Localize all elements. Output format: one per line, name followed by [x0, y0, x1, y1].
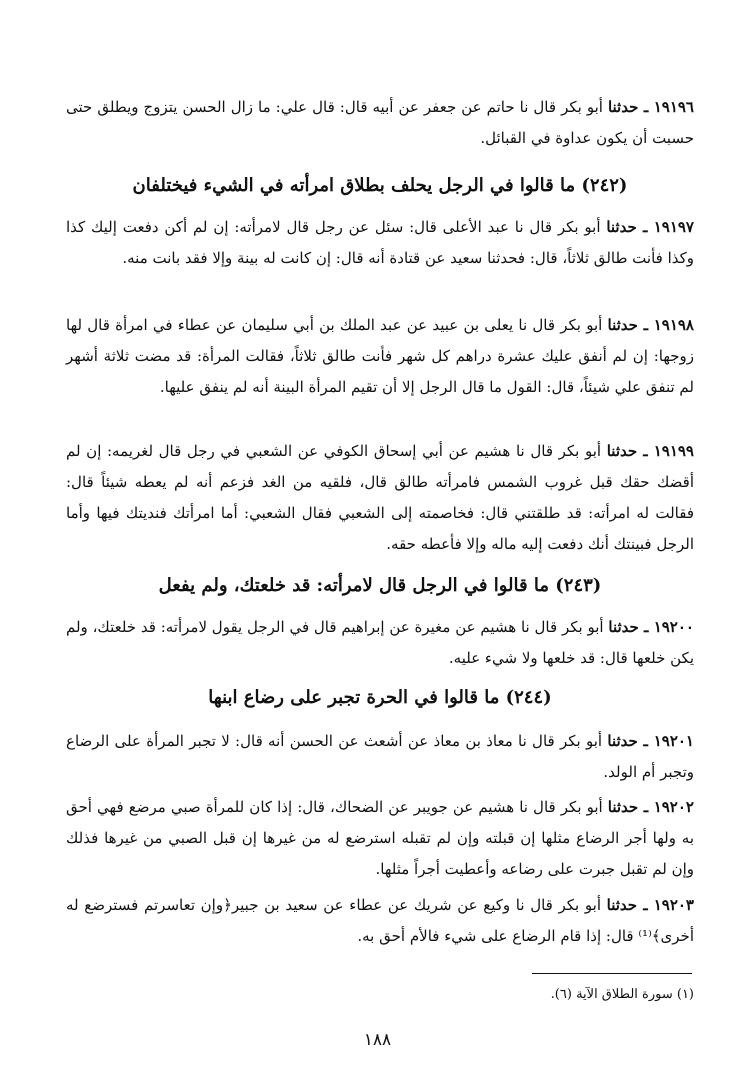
chapter-heading-242: (٢٤٢) ما قالوا في الرجل يحلف بطلاق امرأته في الشيء فيختلفان	[132, 175, 628, 196]
paragraph-text: أبو بكر قال نا هشيم عن مغيرة عن إبراهيم قال في الرجل يقول لامرأته: قد خلعتك، ولم يكن خلعها قال: قد خلعها ولا شيء عليه.	[66, 618, 694, 667]
hadith-number: ١٩١٩٩ ـ حدثنا	[606, 442, 694, 460]
footnote-divider	[532, 973, 692, 974]
hadith-number: ١٩٢٠٣ ـ حدثنا	[606, 896, 694, 914]
paragraph-19197	[66, 212, 694, 274]
paragraph-19202	[66, 792, 694, 885]
hadith-number: ١٩١٩٧ ـ حدثنا	[606, 218, 694, 236]
paragraph-text: أبو بكر قال نا معاذ بن معاذ عن أشعث عن الحسن أنه قال: لا تجبر المرأة على الرضاع وتجبر أم الولد.	[66, 732, 694, 781]
paragraph-text: أبو بكر قال نا وكيع عن شريك عن عطاء عن سعيد بن جبير﴿وإن تعاسرتم فسترضع له أخرى﴾⁽¹⁾ قال: إذا قام الرضاع على شيء فالأم أحق به.	[66, 896, 694, 945]
hadith-number: ١٩٢٠٠ ـ حدثنا	[608, 618, 694, 636]
paragraph-19196	[66, 92, 694, 154]
paragraph-text: أبو بكر قال نا حاتم عن جعفر عن أبيه قال: قال علي: ما زال الحسن يتزوج ويطلق حتى حسبت أن يكون عداوة في القبائل.	[66, 98, 694, 147]
paragraph-text: أبو بكر قال نا عبد الأعلى قال: سئل عن رجل قال لامرأته: إن لم أكن دفعت إليك كذا وكذا فأنت طالق ثلاثاً، قال: فحدثنا سعيد عن قتادة أنه قال: إن كانت له بينة وإلا فقد بانت منه.	[66, 218, 694, 267]
footnote: (١) سورة الطلاق الآية (٦).	[550, 987, 694, 1002]
paragraph-19201	[66, 726, 694, 788]
chapter-heading-243: (٢٤٣) ما قالوا في الرجل قال لامرأته: قد خلعتك، ولم يفعل	[158, 575, 602, 596]
paragraph-text: أبو بكر قال نا هشيم عن جويبر عن الضحاك، قال: إذا كان للمرأة صبي مرضع فهي أحق به ولها أجر الرضاع مثلها إن قبلته وإن لم تقبله استرضع له من غيرها إن قبل الصبي من غيرها فذلك وإن لم تقبل جبرت على رضاعه وأعطيت أجراً مثلها.	[66, 798, 694, 878]
paragraph-19198	[66, 310, 694, 403]
hadith-number: ١٩٢٠١ ـ حدثنا	[607, 732, 694, 750]
paragraph-text: أبو بكر قال نا يعلى بن عبيد عن عبد الملك بن أبي سليمان عن عطاء في امرأة قال لها زوجها: إن لم أنفق عليك عشرة دراهم كل شهر فأنت طالق ثلاثاً، فقالت المرأة: قد مضت ثلاثة أشهر لم تنفق علي شيئاً، قال: القول ما قال الرجل إلا أن تقيم المرأة البينة أنه لم ينفق عليها.	[66, 316, 694, 396]
paragraph-19200	[66, 612, 694, 674]
paragraph-text: أبو بكر قال نا هشيم عن أبي إسحاق الكوفي عن الشعبي في رجل قال لغريمه: إن لم أقضك حقك قبل غروب الشمس فامرأته طالق قال، فلقيه من الغد فزعم أنه لم يعطه شيئاً قال: فقالت له امرأته: قد طلقتني قال: فخاصمته إلى الشعبي فقال الشعبي: أما امرأتك فنديتك فيها وأما الرجل فبينتك أنك دفعت إليه ماله وإلا فأعطه حقه.	[66, 442, 694, 553]
page-number: ١٨٨	[363, 1030, 392, 1050]
chapter-heading-244: (٢٤٤) ما قالوا في الحرة تجبر على رضاع ابنها	[208, 687, 552, 708]
hadith-number: ١٩١٩٦ ـ حدثنا	[607, 98, 694, 116]
hadith-number: ١٩١٩٨ ـ حدثنا	[607, 316, 694, 334]
hadith-number: ١٩٢٠٢ ـ حدثنا	[607, 798, 694, 816]
paragraph-19203	[66, 890, 694, 952]
paragraph-19199	[66, 436, 694, 560]
